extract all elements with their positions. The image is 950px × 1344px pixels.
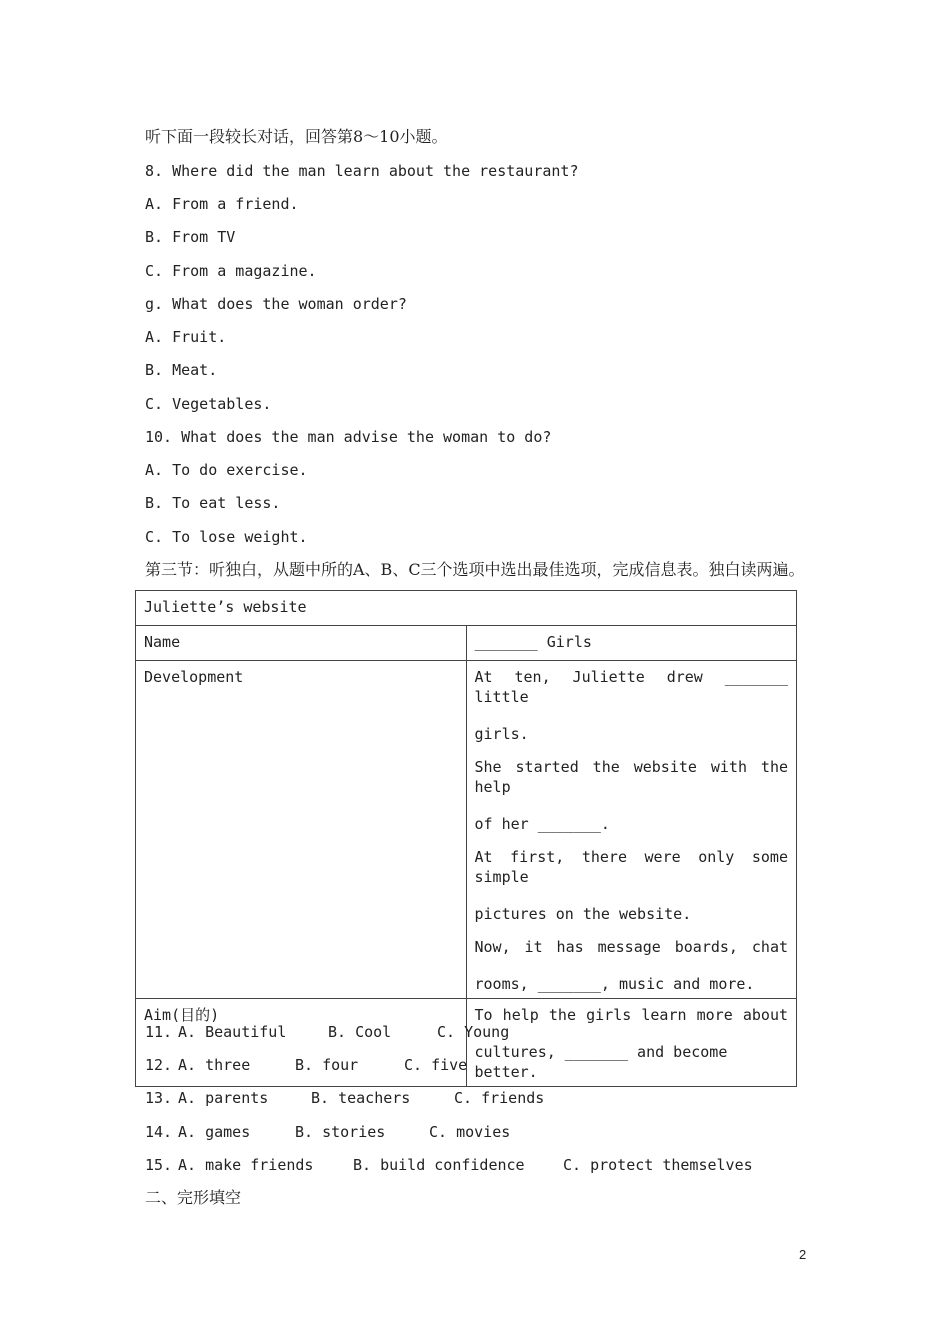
- option-a: A. parents: [178, 1089, 269, 1107]
- question-option: C. To lose weight.: [145, 528, 308, 546]
- table-label: Name: [136, 626, 467, 661]
- question-stem: g. What does the woman order?: [145, 295, 407, 313]
- option-c: C. Young: [437, 1023, 510, 1041]
- table-row: [136, 661, 797, 999]
- table-line: pictures on the website.: [474, 905, 692, 923]
- section-intro: 第三节：听独白，从题中所的A、B、C三个选项中选出最佳选项，完成信息表。独白读两遍。: [145, 560, 805, 579]
- part-heading: 二、完形填空: [145, 1188, 242, 1207]
- option-b: B. build confidence: [353, 1156, 525, 1174]
- option-b: B. Cool: [328, 1023, 392, 1041]
- section-intro: 听下面一段较长对话，回答第8～10小题。: [145, 127, 448, 146]
- option-c: C. friends: [454, 1089, 545, 1107]
- question-option: B. To eat less.: [145, 494, 281, 512]
- question-option: A. Fruit.: [145, 328, 227, 346]
- table-line: At first, there were only some simple: [474, 848, 788, 886]
- option-number: 15.: [145, 1156, 173, 1174]
- table-line: At ten, Juliette drew _______ little: [474, 668, 788, 706]
- table-value: [466, 999, 797, 1087]
- option-a: A. three: [178, 1056, 251, 1074]
- option-a: A. Beautiful: [178, 1023, 287, 1041]
- table-line: rooms, _______, music and more.: [474, 975, 755, 993]
- question-option: B. Meat.: [145, 361, 218, 379]
- table-line: cultures, _______ and become better.: [474, 1043, 728, 1081]
- table-title-row: [136, 591, 797, 626]
- option-number: 11.: [145, 1023, 173, 1041]
- table-label: Aim(目的): [136, 999, 467, 1087]
- table-line: To help the girls learn more about: [474, 1006, 788, 1024]
- question-option: A. From a friend.: [145, 195, 299, 213]
- option-c: C. movies: [429, 1123, 511, 1141]
- table-line: girls.: [474, 725, 529, 743]
- page-number: 2: [799, 1247, 807, 1262]
- question-option: A. To do exercise.: [145, 461, 308, 479]
- question-option: C. From a magazine.: [145, 262, 317, 280]
- question-option: B. From TV: [145, 228, 236, 246]
- table-value: [466, 661, 797, 999]
- table-row: [136, 626, 797, 661]
- info-table: [135, 590, 797, 1087]
- table-value: [466, 626, 797, 661]
- table-line: She started the website with the help: [474, 758, 788, 796]
- question-stem: 10. What does the man advise the woman to do?: [145, 428, 552, 446]
- table-line: of her _______.: [474, 815, 610, 833]
- option-a: A. make friends: [178, 1156, 314, 1174]
- option-c: C. five: [404, 1056, 468, 1074]
- question-option: C. Vegetables.: [145, 395, 272, 413]
- table-line: Now, it has message boards, chat: [474, 938, 788, 956]
- option-b: B. stories: [295, 1123, 386, 1141]
- question-stem: 8. Where did the man learn about the restaurant?: [145, 162, 579, 180]
- option-a: A. games: [178, 1123, 251, 1141]
- table-label: Development: [136, 661, 467, 999]
- option-number: 12.: [145, 1056, 173, 1074]
- table-line: _______ Girls: [474, 633, 592, 651]
- option-b: B. four: [295, 1056, 359, 1074]
- option-number: 14.: [145, 1123, 173, 1141]
- option-c: C. protect themselves: [563, 1156, 753, 1174]
- option-number: 13.: [145, 1089, 173, 1107]
- table-title: Juliette’s website: [136, 591, 797, 626]
- option-b: B. teachers: [311, 1089, 411, 1107]
